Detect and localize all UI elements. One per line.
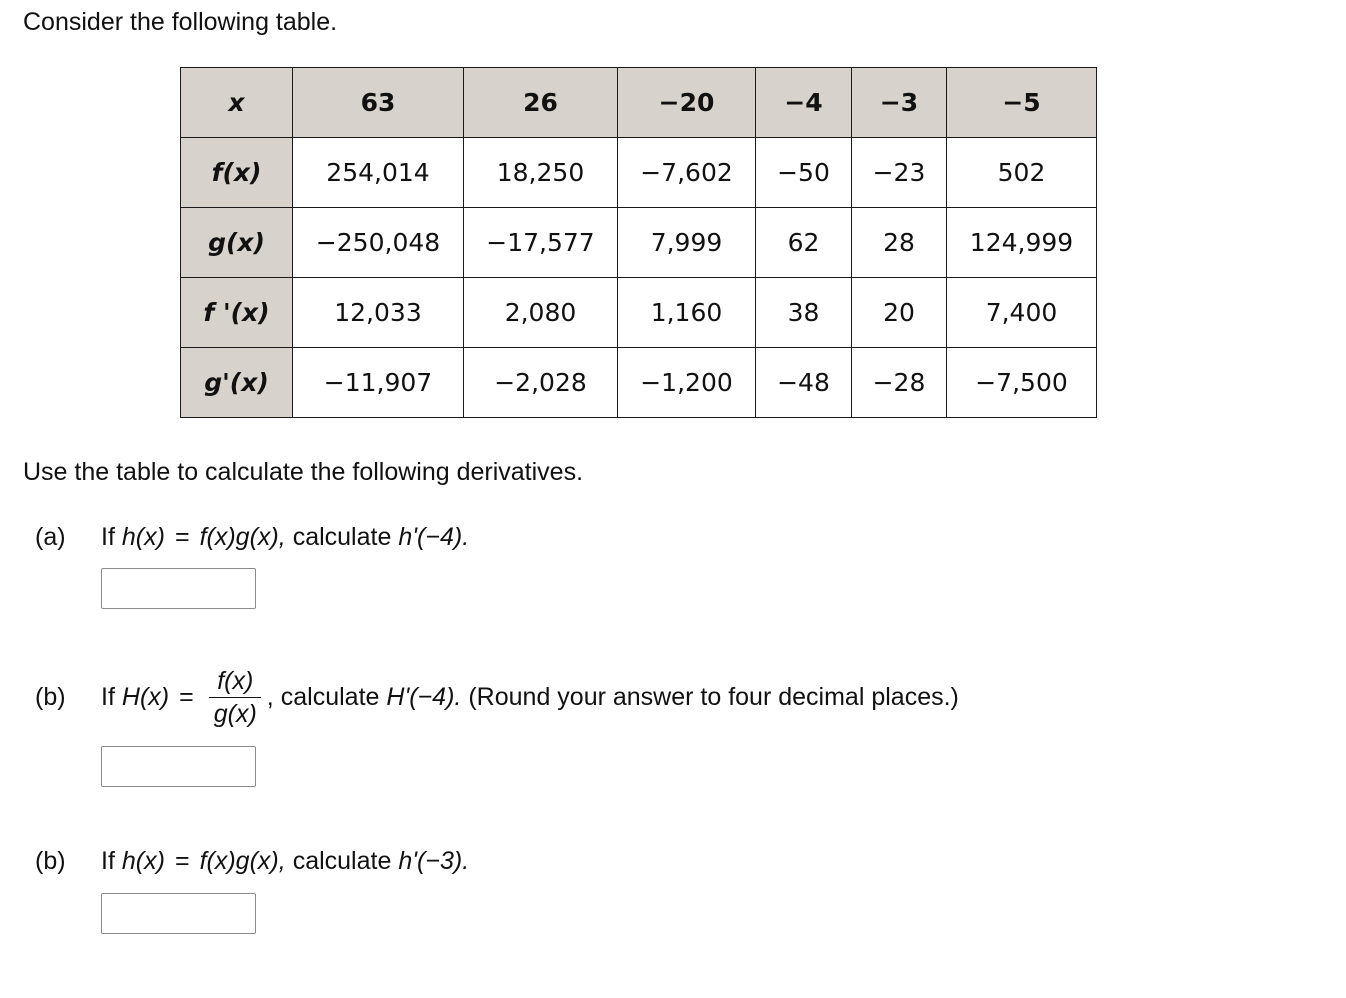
table-cell: −48 xyxy=(756,348,852,418)
table-cell: 124,999 xyxy=(947,208,1097,278)
target-derivative: H'(−4). xyxy=(386,682,462,711)
row-label-f-prime: f '(x) xyxy=(181,278,293,348)
table-cell: −11,907 xyxy=(293,348,464,418)
table-cell: 20 xyxy=(852,278,947,348)
row-label-f: f(x) xyxy=(181,138,293,208)
part-a-label: (a) xyxy=(35,522,66,551)
table-cell: 7,999 xyxy=(618,208,756,278)
function-expression: f(x)g(x), xyxy=(199,846,286,875)
comma: , xyxy=(266,682,274,711)
intro-text: Consider the following table. xyxy=(23,8,338,36)
table-cell: −7,500 xyxy=(947,348,1097,418)
header-cell: −4 xyxy=(756,68,852,138)
part-a-question xyxy=(35,520,469,554)
header-label-x xyxy=(181,68,293,138)
part-b-label: (b) xyxy=(35,682,66,711)
table-cell: 254,014 xyxy=(293,138,464,208)
if-word: If xyxy=(101,682,115,711)
row-label-g-prime: g'(x) xyxy=(181,348,293,418)
quotient-fraction xyxy=(206,666,265,729)
answer-input-a[interactable] xyxy=(101,568,256,609)
table-cell: 7,400 xyxy=(947,278,1097,348)
row-label-g: g(x) xyxy=(181,208,293,278)
if-word: If xyxy=(101,846,115,875)
part-b-question xyxy=(35,664,959,730)
x-variable: x xyxy=(228,88,245,117)
function-name: h(x) xyxy=(121,522,165,551)
table-cell: 62 xyxy=(756,208,852,278)
part-b2-question xyxy=(35,844,469,878)
header-cell: −3 xyxy=(852,68,947,138)
equals-sign: = xyxy=(174,846,190,875)
calculate-word: calculate xyxy=(292,522,392,551)
calculate-word: calculate xyxy=(292,846,392,875)
header-cell: −5 xyxy=(947,68,1097,138)
calculate-word: calculate xyxy=(280,682,380,711)
table-row-f-prime xyxy=(181,278,1097,348)
table-cell: −1,200 xyxy=(618,348,756,418)
header-cell: 26 xyxy=(464,68,618,138)
answer-input-b2[interactable] xyxy=(101,893,256,934)
table-cell: −7,602 xyxy=(618,138,756,208)
fraction-denominator: g(x) xyxy=(213,699,257,728)
table-header-row xyxy=(181,68,1097,138)
table-cell: 18,250 xyxy=(464,138,618,208)
rounding-note: (Round your answer to four decimal places.) xyxy=(468,682,959,711)
function-expression: f(x)g(x), xyxy=(199,522,286,551)
table-cell: −23 xyxy=(852,138,947,208)
target-derivative: h'(−4). xyxy=(398,522,470,551)
table-row-g xyxy=(181,208,1097,278)
table-cell: −17,577 xyxy=(464,208,618,278)
if-word: If xyxy=(101,522,115,551)
table-cell: 38 xyxy=(756,278,852,348)
equals-sign: = xyxy=(174,522,190,551)
values-table xyxy=(180,67,1097,418)
table-row-g-prime xyxy=(181,348,1097,418)
table-row-f xyxy=(181,138,1097,208)
function-name: H(x) xyxy=(121,682,170,711)
table-cell: 2,080 xyxy=(464,278,618,348)
function-name: h(x) xyxy=(121,846,165,875)
equals-sign: = xyxy=(179,682,194,711)
target-derivative: h'(−3). xyxy=(398,846,470,875)
header-cell: −20 xyxy=(618,68,756,138)
table-cell: 1,160 xyxy=(618,278,756,348)
part-b2-label: (b) xyxy=(35,846,66,875)
table-cell: −2,028 xyxy=(464,348,618,418)
answer-input-b[interactable] xyxy=(101,746,256,787)
instructions-text: Use the table to calculate the following derivatives. xyxy=(23,458,584,486)
table-cell: 28 xyxy=(852,208,947,278)
table-cell: −250,048 xyxy=(293,208,464,278)
table-cell: −50 xyxy=(756,138,852,208)
table-cell: 502 xyxy=(947,138,1097,208)
table-cell: 12,033 xyxy=(293,278,464,348)
fraction-numerator: f(x) xyxy=(209,666,261,698)
table-cell: −28 xyxy=(852,348,947,418)
header-cell: 63 xyxy=(293,68,464,138)
